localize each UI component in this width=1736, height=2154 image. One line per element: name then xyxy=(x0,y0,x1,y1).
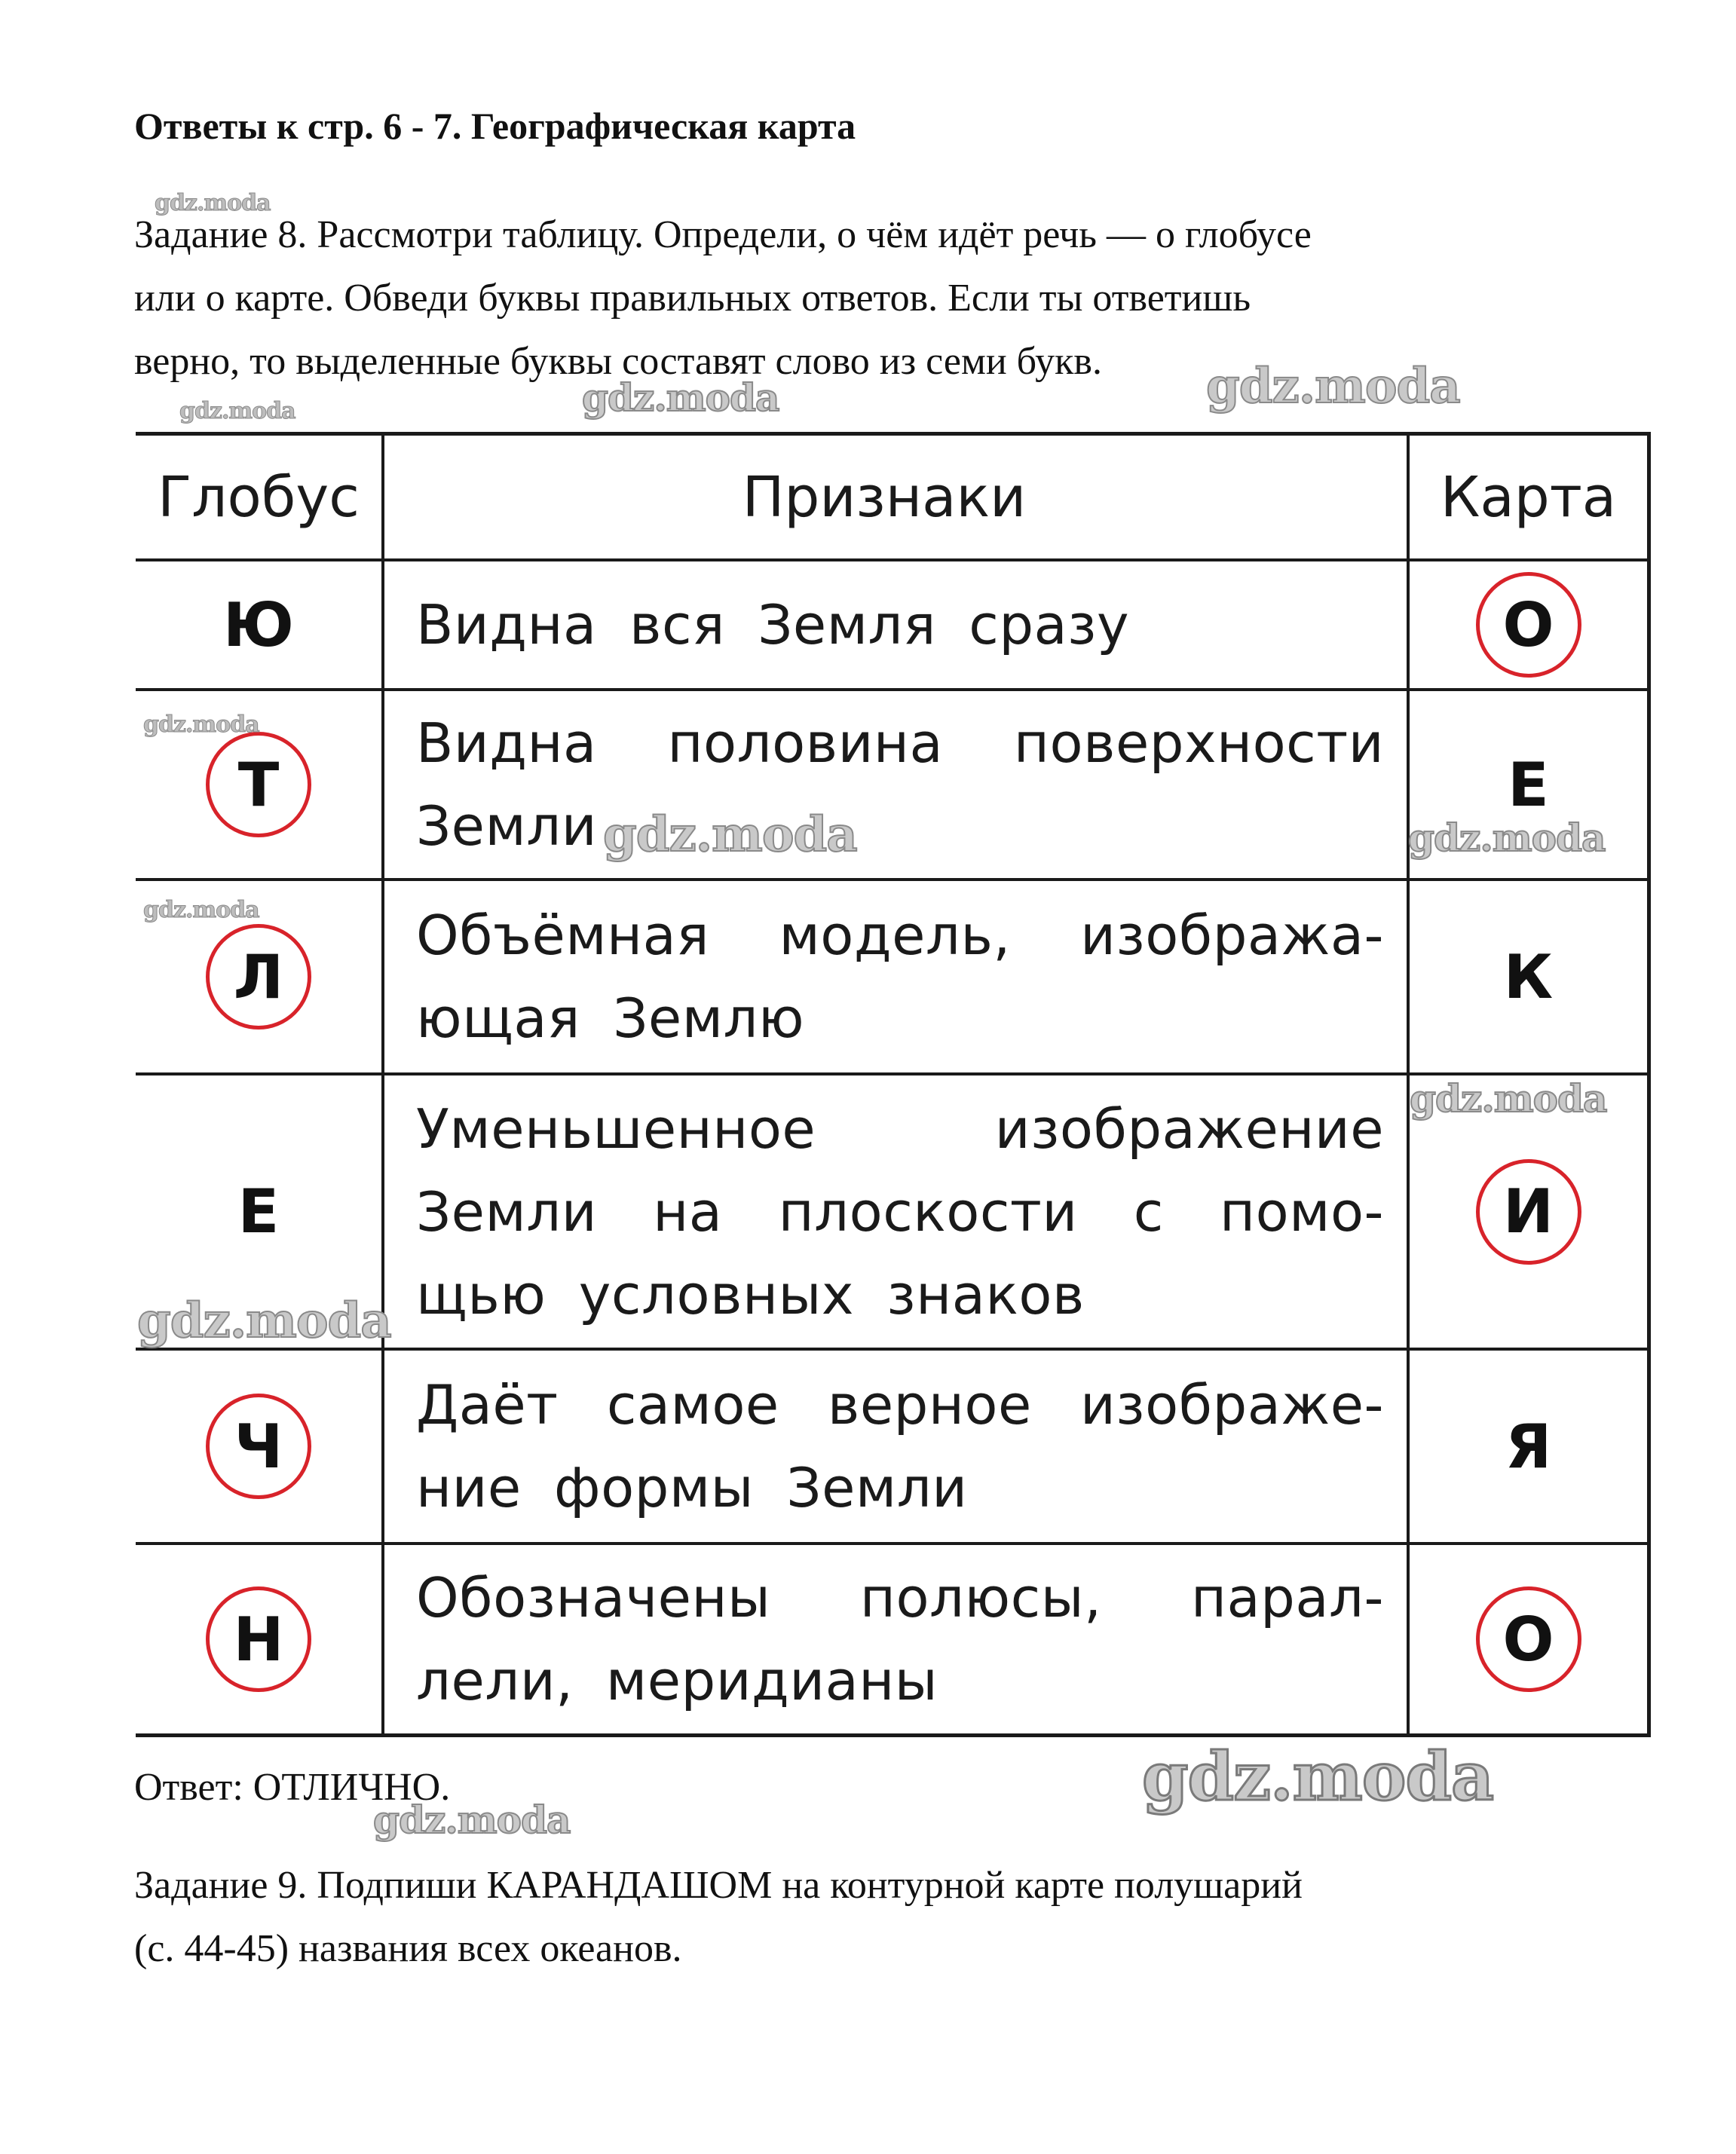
watermark: gdz.moda xyxy=(373,1798,571,1842)
globe-letter-cell: Ю xyxy=(136,561,384,688)
globe-letter-cell xyxy=(136,691,384,878)
feature-cell: Видна половина поверхности Земли xyxy=(384,691,1410,878)
table-header-row xyxy=(136,436,1647,561)
table-row xyxy=(136,881,1647,1075)
watermark: gdz.moda xyxy=(1408,815,1606,860)
map-letter-cell xyxy=(1410,561,1647,688)
answer-circle: Н xyxy=(206,1586,311,1692)
map-letter-cell: Я xyxy=(1505,1411,1552,1482)
table-row xyxy=(136,1351,1647,1545)
task-8-line: Задание 8. Рассмотри таблицу. Определи, о чём идёт речь — о глобусе xyxy=(134,213,1312,256)
globe-letter-cell: Е xyxy=(136,1075,384,1348)
header-features: Признаки xyxy=(384,436,1410,558)
answer-circle: Ч xyxy=(206,1394,311,1499)
feature-cell: Видна вся Земля сразу xyxy=(384,561,1410,688)
answer-circle: Т xyxy=(206,732,311,837)
feature-cell: Объёмная модель, изобража- ющая Землю xyxy=(384,881,1410,1072)
task-8-line: или о карте. Обведи буквы правильных ответов. Если ты ответишь xyxy=(134,277,1251,320)
watermark: gdz.moda xyxy=(1410,1076,1607,1121)
answer-circle: О xyxy=(1476,1586,1581,1692)
watermark: gdz.moda xyxy=(143,897,259,923)
table-row xyxy=(136,1545,1647,1733)
watermark: gdz.moda xyxy=(1206,358,1460,415)
table-row xyxy=(136,691,1647,881)
watermark: gdz.moda xyxy=(137,1293,391,1349)
feature-cell: Обозначены полюсы, парал- лели, меридианы xyxy=(384,1545,1410,1733)
globe-letter-cell xyxy=(136,881,384,1072)
watermark: gdz.moda xyxy=(179,398,295,424)
task-9-text xyxy=(134,1854,1303,1981)
header-map: Карта xyxy=(1440,464,1617,530)
table-row xyxy=(136,1075,1647,1351)
map-letter-cell: К xyxy=(1503,941,1554,1012)
answer-circle: Л xyxy=(206,924,311,1030)
map-letter-cell xyxy=(1410,1075,1647,1348)
globe-letter-cell xyxy=(136,1351,384,1542)
map-letter-cell: Е xyxy=(1508,749,1549,820)
watermark: gdz.moda xyxy=(1142,1737,1494,1816)
answer-circle: И xyxy=(1476,1159,1581,1265)
answer-text: Ответ: ОТЛИЧНО. xyxy=(134,1766,451,1809)
watermark: gdz.moda xyxy=(155,190,271,216)
task-8-line: верно, то выделенные буквы составят слово из семи букв. xyxy=(134,340,1102,383)
globe-map-table xyxy=(136,432,1651,1737)
feature-cell: Даёт самое верное изображе- ние формы Земли xyxy=(384,1351,1410,1542)
watermark: gdz.moda xyxy=(603,806,857,863)
task-9-line: (с. 44-45) названия всех океанов. xyxy=(134,1927,682,1970)
watermark: gdz.moda xyxy=(143,711,259,738)
watermark: gdz.moda xyxy=(582,375,779,420)
answer-circle: О xyxy=(1476,572,1581,678)
globe-letter-cell xyxy=(136,1545,384,1733)
header-globe: Глобус xyxy=(136,436,384,558)
feature-cell: Уменьшенное изображение Земли на плоскости с помо- щью условных знаков xyxy=(384,1075,1410,1348)
page-heading: Ответы к стр. 6 - 7. Географическая карта xyxy=(134,105,856,147)
table-row xyxy=(136,561,1647,691)
task-8-text xyxy=(134,203,1312,393)
map-letter-cell xyxy=(1410,1545,1647,1733)
task-9-line: Задание 9. Подпиши КАРАНДАШОМ на контурной карте полушарий xyxy=(134,1864,1303,1907)
